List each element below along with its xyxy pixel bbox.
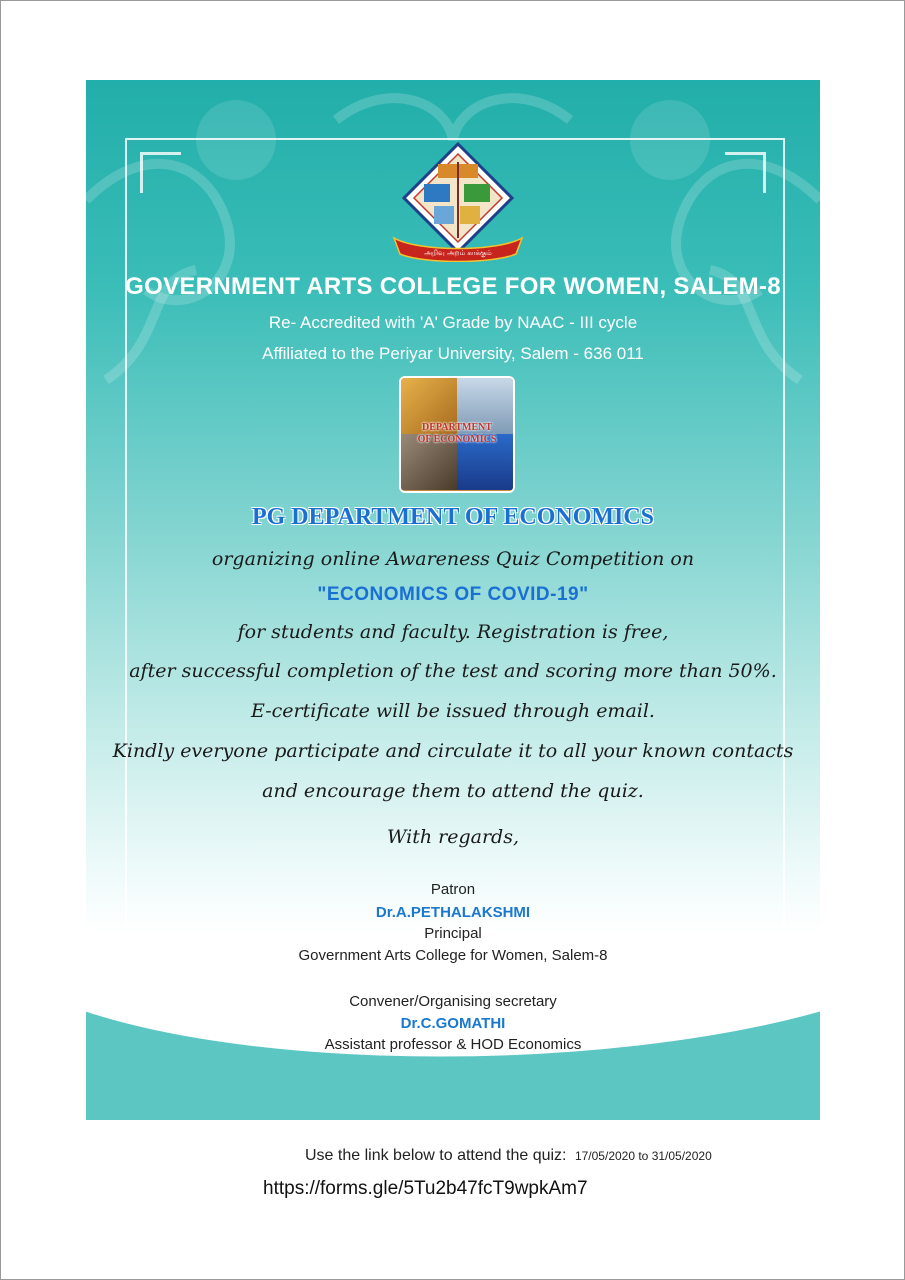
quiz-dates: 17/05/2020 to 31/05/2020 bbox=[574, 1149, 712, 1163]
announcement-line3: after successful completion of the test and scoring more than 50%. bbox=[129, 660, 777, 682]
convener-title: Assistant professor & HOD Economics bbox=[324, 1036, 582, 1053]
closing-greeting: With regards, bbox=[386, 826, 520, 848]
footer-instruction: Use the link below to attend the quiz: bbox=[305, 1147, 567, 1164]
affiliation-text: Affiliated to the Periyar University, Salem - 636 011 bbox=[262, 344, 644, 363]
poster bbox=[86, 80, 820, 1120]
convener-role: Convener/Organising secretary bbox=[349, 993, 557, 1010]
announcement-line1: organizing online Awareness Quiz Competition on bbox=[211, 548, 695, 570]
patron-role: Patron bbox=[430, 881, 476, 898]
logo-motto: அறிவு அறம் காக்கும் bbox=[424, 249, 492, 257]
frame-corner-right bbox=[725, 152, 766, 193]
announcement-line2: for students and faculty. Registration is free, bbox=[237, 621, 669, 643]
college-logo-emblem bbox=[388, 142, 528, 262]
quiz-link[interactable]: https://forms.gle/5Tu2b47fcT9wpkAm7 bbox=[263, 1178, 588, 1199]
accreditation-text: Re- Accredited with 'A' Grade by NAAC - III cycle bbox=[268, 313, 638, 332]
department-logo-line1: DEPARTMENT bbox=[421, 422, 493, 433]
announcement-line4: E-certificate will be issued through email. bbox=[251, 700, 655, 722]
patron-name: Dr.A.PETHALAKSHMI bbox=[375, 904, 531, 921]
college-name: GOVERNMENT ARTS COLLEGE FOR WOMEN, SALEM-8 bbox=[125, 273, 781, 300]
department-logo bbox=[399, 376, 515, 493]
quiz-topic: "ECONOMICS OF COVID-19" bbox=[317, 584, 589, 605]
department-title: PG DEPARTMENT OF ECONOMICS bbox=[251, 504, 655, 530]
announcement-line5: Kindly everyone participate and circulate it to all your known contacts bbox=[112, 740, 794, 762]
frame-corner-left bbox=[140, 152, 181, 193]
announcement-line6: and encourage them to attend the quiz. bbox=[262, 780, 644, 802]
footer-instruction-row bbox=[305, 1147, 712, 1165]
patron-institution: Government Arts College for Women, Salem-8 bbox=[298, 947, 608, 964]
convener-name: Dr.C.GOMATHI bbox=[400, 1015, 506, 1032]
patron-title: Principal bbox=[424, 925, 482, 942]
department-logo-line2: OF ECONOMICS bbox=[417, 434, 497, 445]
